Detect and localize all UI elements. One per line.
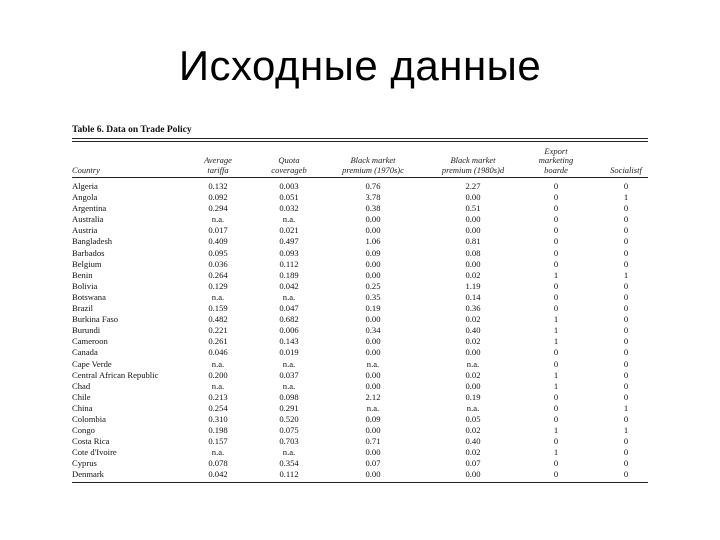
cell-export-marketing-board: 0	[553, 402, 559, 413]
cell-black-market-1970s: 0.00	[365, 314, 381, 325]
cell-average-tariff: n.a.	[211, 214, 225, 225]
cell-socialist: 0	[623, 325, 629, 336]
cell-export-marketing-board: 0	[553, 225, 559, 236]
cell-black-market-1980s: 0.40	[465, 436, 481, 447]
cell-average-tariff: 0.017	[208, 225, 228, 236]
cell-socialist: 0	[623, 358, 629, 369]
table-row	[72, 314, 648, 325]
cell-socialist: 0	[623, 247, 629, 258]
cell-average-tariff: 0.482	[208, 314, 228, 325]
cell-quota-coverage: n.a.	[282, 380, 296, 391]
cell-socialist: 0	[623, 391, 629, 402]
cell-black-market-1970s: 0.00	[365, 347, 381, 358]
cell-average-tariff: 0.157	[208, 436, 228, 447]
cell-export-marketing-board: 0	[553, 247, 559, 258]
cell-socialist: 0	[623, 303, 629, 314]
cell-quota-coverage: 0.497	[279, 236, 299, 247]
table-row	[72, 403, 648, 414]
cell-black-market-1980s: n.a.	[466, 402, 480, 413]
table-row	[72, 214, 648, 225]
cell-export-marketing-board: 1	[553, 325, 559, 336]
cell-country: Algeria	[72, 181, 98, 191]
table-row	[72, 392, 648, 403]
cell-socialist: 0	[623, 203, 629, 214]
cell-black-market-1980s: 0.81	[465, 236, 481, 247]
cell-export-marketing-board: 0	[553, 258, 559, 269]
table-row	[72, 281, 648, 292]
header-black-market-1980s: Black market premium (1980s)d	[441, 155, 505, 175]
cell-black-market-1970s: 1.06	[365, 236, 381, 247]
cell-quota-coverage: n.a.	[282, 447, 296, 458]
cell-socialist: 0	[623, 258, 629, 269]
cell-quota-coverage: 0.032	[279, 203, 299, 214]
cell-average-tariff: 0.046	[208, 347, 228, 358]
cell-average-tariff: n.a.	[211, 380, 225, 391]
cell-average-tariff: 0.254	[208, 402, 228, 413]
cell-export-marketing-board: 1	[553, 380, 559, 391]
cell-socialist: 0	[623, 447, 629, 458]
cell-export-marketing-board: 0	[553, 347, 559, 358]
table-row	[72, 458, 648, 469]
cell-quota-coverage: 0.189	[279, 269, 299, 280]
cell-quota-coverage: 0.112	[279, 469, 299, 480]
cell-average-tariff: 0.213	[208, 391, 228, 402]
cell-average-tariff: 0.264	[208, 269, 228, 280]
cell-country: Central African Republic	[72, 369, 159, 380]
cell-black-market-1980s: 0.00	[465, 347, 481, 358]
table-row	[72, 259, 648, 270]
cell-socialist: 1	[623, 425, 629, 436]
cell-black-market-1980s: 0.00	[465, 214, 481, 225]
cell-black-market-1980s: 0.08	[465, 247, 481, 258]
cell-black-market-1970s: 0.00	[365, 258, 381, 269]
cell-quota-coverage: 0.291	[279, 402, 299, 413]
cell-black-market-1980s: 0.00	[465, 380, 481, 391]
cell-country: Cyprus	[72, 458, 97, 469]
table-row	[72, 292, 648, 303]
cell-export-marketing-board: 1	[553, 336, 559, 347]
cell-quota-coverage: 0.354	[279, 458, 299, 469]
cell-black-market-1980s: 0.02	[465, 369, 481, 380]
table-rule-top	[72, 138, 648, 139]
cell-country: Botswana	[72, 291, 106, 302]
cell-country: Angola	[72, 192, 98, 203]
header-average-tariff: Average tariffa	[204, 155, 232, 175]
cell-country: Brazil	[72, 303, 93, 314]
cell-socialist: 0	[623, 413, 629, 424]
table-row	[72, 359, 648, 370]
cell-black-market-1970s: 0.76	[365, 181, 381, 191]
cell-export-marketing-board: 0	[553, 358, 559, 369]
cell-socialist: 0	[623, 280, 629, 291]
cell-socialist: 0	[623, 380, 629, 391]
cell-average-tariff: 0.132	[208, 181, 228, 191]
cell-average-tariff: 0.092	[208, 192, 228, 203]
cell-socialist: 1	[623, 269, 629, 280]
cell-average-tariff: 0.221	[208, 325, 228, 336]
cell-quota-coverage: 0.112	[279, 258, 299, 269]
cell-average-tariff: 0.200	[208, 369, 228, 380]
cell-average-tariff: n.a.	[211, 358, 225, 369]
table-row	[72, 248, 648, 259]
cell-socialist: 0	[623, 336, 629, 347]
cell-black-market-1970s: 0.25	[365, 280, 381, 291]
cell-black-market-1980s: 0.02	[465, 314, 481, 325]
cell-export-marketing-board: 0	[553, 280, 559, 291]
cell-country: Cameroon	[72, 336, 108, 347]
cell-quota-coverage: n.a.	[282, 291, 296, 302]
cell-country: Belgium	[72, 258, 102, 269]
cell-socialist: 0	[623, 458, 629, 469]
cell-country: Chile	[72, 391, 91, 402]
cell-export-marketing-board: 0	[553, 291, 559, 302]
cell-export-marketing-board: 1	[553, 269, 559, 280]
cell-socialist: 0	[623, 347, 629, 358]
table-row	[72, 414, 648, 425]
cell-black-market-1980s: 0.00	[465, 192, 481, 203]
cell-country: Australia	[72, 214, 104, 225]
cell-quota-coverage: 0.006	[279, 325, 299, 336]
cell-country: Costa Rica	[72, 436, 110, 447]
table-row	[72, 347, 648, 358]
cell-average-tariff: 0.310	[208, 413, 228, 424]
cell-average-tariff: 0.095	[208, 247, 228, 258]
cell-export-marketing-board: 0	[553, 203, 559, 214]
cell-socialist: 0	[623, 214, 629, 225]
cell-export-marketing-board: 0	[553, 436, 559, 447]
cell-socialist: 1	[623, 192, 629, 203]
cell-black-market-1970s: 0.07	[365, 458, 381, 469]
table-row	[72, 381, 648, 392]
table-row	[72, 203, 648, 214]
table-body	[72, 181, 648, 481]
cell-average-tariff: 0.261	[208, 336, 228, 347]
cell-country: Bangladesh	[72, 236, 113, 247]
cell-country: Colombia	[72, 413, 106, 424]
cell-average-tariff: 0.159	[208, 303, 228, 314]
cell-country: Cape Verde	[72, 358, 112, 369]
cell-black-market-1980s: 0.02	[465, 336, 481, 347]
cell-black-market-1970s: 0.34	[365, 325, 381, 336]
cell-black-market-1970s: 0.00	[365, 447, 381, 458]
cell-quota-coverage: 0.003	[279, 181, 299, 191]
table-row	[72, 336, 648, 347]
cell-black-market-1980s: 0.51	[465, 203, 481, 214]
cell-country: Congo	[72, 425, 95, 436]
cell-socialist: 0	[623, 236, 629, 247]
cell-quota-coverage: 0.143	[279, 336, 299, 347]
cell-black-market-1970s: 0.00	[365, 269, 381, 280]
cell-country: China	[72, 402, 93, 413]
cell-export-marketing-board: 1	[553, 447, 559, 458]
cell-socialist: 1	[623, 402, 629, 413]
table-row	[72, 469, 648, 480]
cell-socialist: 0	[623, 291, 629, 302]
table-row	[72, 270, 648, 281]
cell-black-market-1980s: 0.40	[465, 325, 481, 336]
cell-export-marketing-board: 0	[553, 391, 559, 402]
cell-average-tariff: n.a.	[211, 447, 225, 458]
header-quota-coverage: Quota coverageb	[271, 155, 307, 175]
cell-black-market-1970s: 0.00	[365, 369, 381, 380]
table-rule-top-inner	[72, 141, 648, 142]
cell-socialist: 0	[623, 181, 629, 191]
cell-average-tariff: n.a.	[211, 291, 225, 302]
cell-country: Barbados	[72, 247, 105, 258]
cell-black-market-1970s: 0.00	[365, 425, 381, 436]
cell-average-tariff: 0.294	[208, 203, 228, 214]
cell-country: Canada	[72, 347, 98, 358]
table-caption: Table 6. Data on Trade Policy	[72, 125, 192, 135]
cell-black-market-1970s: 3.78	[365, 192, 381, 203]
cell-black-market-1980s: 0.14	[465, 291, 481, 302]
cell-black-market-1980s: n.a.	[466, 358, 480, 369]
cell-black-market-1980s: 0.02	[465, 425, 481, 436]
cell-black-market-1980s: 0.36	[465, 303, 481, 314]
cell-black-market-1980s: 0.00	[465, 469, 481, 480]
cell-black-market-1970s: 0.00	[365, 380, 381, 391]
cell-export-marketing-board: 1	[553, 369, 559, 380]
cell-average-tariff: 0.198	[208, 425, 228, 436]
cell-export-marketing-board: 1	[553, 314, 559, 325]
table-row	[72, 425, 648, 436]
cell-export-marketing-board: 0	[553, 303, 559, 314]
cell-black-market-1980s: 0.00	[465, 225, 481, 236]
cell-quota-coverage: 0.075	[279, 425, 299, 436]
cell-black-market-1980s: 0.05	[465, 413, 481, 424]
cell-black-market-1980s: 0.02	[465, 447, 481, 458]
page-title: Исходные данные	[178, 42, 542, 89]
cell-black-market-1970s: 0.19	[365, 303, 381, 314]
cell-country: Benin	[72, 269, 93, 280]
cell-black-market-1970s: 0.09	[365, 247, 381, 258]
cell-black-market-1980s: 0.19	[465, 391, 481, 402]
table-row	[72, 236, 648, 247]
cell-average-tariff: 0.078	[208, 458, 228, 469]
cell-black-market-1980s: 0.07	[465, 458, 481, 469]
cell-black-market-1970s: n.a.	[366, 402, 380, 413]
cell-black-market-1970s: 0.00	[365, 225, 381, 236]
cell-quota-coverage: 0.682	[279, 314, 299, 325]
header-country: Country	[72, 164, 100, 175]
cell-quota-coverage: 0.047	[279, 303, 299, 314]
cell-quota-coverage: n.a.	[282, 214, 296, 225]
cell-export-marketing-board: 0	[553, 181, 559, 191]
cell-black-market-1980s: 1.19	[465, 280, 481, 291]
cell-country: Bolivia	[72, 280, 98, 291]
cell-quota-coverage: 0.093	[279, 247, 299, 258]
cell-average-tariff: 0.129	[208, 280, 228, 291]
cell-average-tariff: 0.036	[208, 258, 228, 269]
cell-country: Burundi	[72, 325, 101, 336]
cell-export-marketing-board: 0	[553, 413, 559, 424]
cell-black-market-1970s: n.a.	[366, 358, 380, 369]
cell-black-market-1980s: 2.27	[465, 181, 481, 191]
table-header-row	[72, 143, 648, 177]
table-row	[72, 325, 648, 336]
cell-black-market-1970s: 0.71	[365, 436, 381, 447]
cell-quota-coverage: 0.037	[279, 369, 299, 380]
table-rule-bottom	[72, 482, 648, 483]
table-row	[72, 370, 648, 381]
cell-quota-coverage: n.a.	[282, 358, 296, 369]
header-black-market-1970s: Black market premium (1970s)c	[342, 155, 404, 175]
cell-socialist: 0	[623, 369, 629, 380]
table-row	[72, 447, 648, 458]
cell-country: Cote d'Ivoire	[72, 447, 117, 458]
cell-socialist: 0	[623, 436, 629, 447]
cell-country: Austria	[72, 225, 98, 236]
table-rule-header	[72, 177, 648, 178]
cell-average-tariff: 0.042	[208, 469, 228, 480]
cell-socialist: 0	[623, 225, 629, 236]
cell-country: Denmark	[72, 469, 104, 480]
cell-black-market-1970s: 0.00	[365, 469, 381, 480]
cell-socialist: 0	[623, 469, 629, 480]
cell-country: Argentina	[72, 203, 107, 214]
cell-black-market-1970s: 0.09	[365, 413, 381, 424]
cell-black-market-1970s: 0.38	[365, 203, 381, 214]
cell-black-market-1970s: 0.00	[365, 336, 381, 347]
cell-average-tariff: 0.409	[208, 236, 228, 247]
cell-quota-coverage: 0.051	[279, 192, 299, 203]
cell-country: Chad	[72, 380, 91, 391]
cell-export-marketing-board: 0	[553, 214, 559, 225]
cell-quota-coverage: 0.098	[279, 391, 299, 402]
cell-quota-coverage: 0.021	[279, 225, 299, 236]
cell-black-market-1980s: 0.00	[465, 258, 481, 269]
table-row	[72, 192, 648, 203]
cell-country: Burkina Faso	[72, 314, 119, 325]
table-row	[72, 303, 648, 314]
cell-quota-coverage: 0.042	[279, 280, 299, 291]
cell-black-market-1980s: 0.02	[465, 269, 481, 280]
cell-export-marketing-board: 0	[553, 192, 559, 203]
table-row	[72, 181, 648, 192]
cell-export-marketing-board: 0	[553, 236, 559, 247]
table-row	[72, 436, 648, 447]
cell-export-marketing-board: 0	[553, 469, 559, 480]
table-row	[72, 225, 648, 236]
header-socialist: Socialistf	[610, 164, 642, 175]
header-export-marketing-board: Export marketing boarde	[538, 145, 574, 175]
cell-black-market-1970s: 0.00	[365, 214, 381, 225]
cell-socialist: 0	[623, 314, 629, 325]
cell-black-market-1970s: 0.35	[365, 291, 381, 302]
cell-export-marketing-board: 0	[553, 458, 559, 469]
cell-black-market-1970s: 2.12	[365, 391, 381, 402]
cell-quota-coverage: 0.019	[279, 347, 299, 358]
cell-quota-coverage: 0.703	[279, 436, 299, 447]
cell-export-marketing-board: 1	[553, 425, 559, 436]
cell-quota-coverage: 0.520	[279, 413, 299, 424]
